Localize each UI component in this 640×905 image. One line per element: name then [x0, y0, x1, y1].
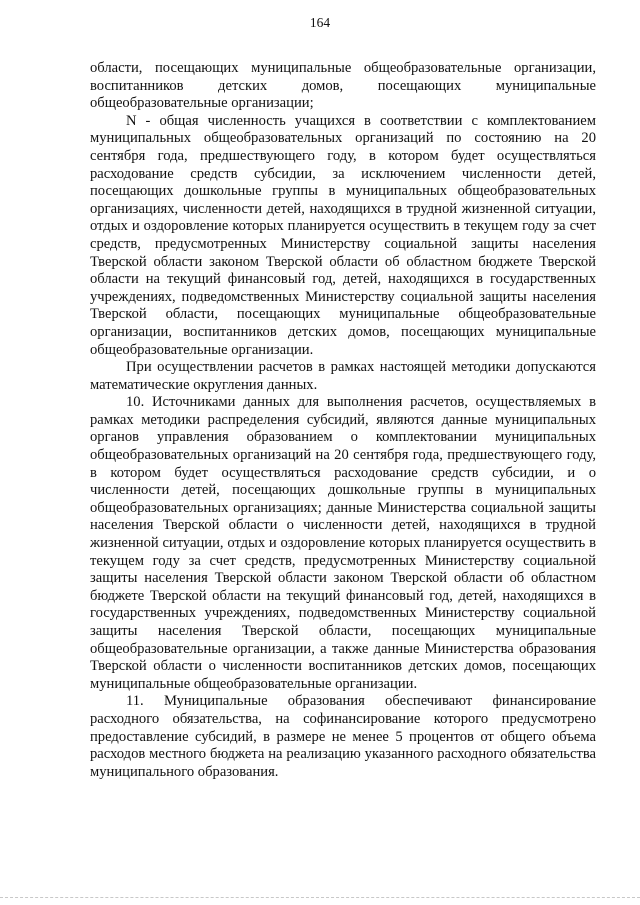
paragraph-rounding: При осуществлении расчетов в рамках настоящей методики допускаются математические округления данных.	[90, 359, 596, 393]
page-number: 164	[309, 15, 331, 30]
paragraph-item-11: 11. Муниципальные образования обеспечивают финансирование расходного обязательства, на софинансирование которого предусмотрено предоставление субсидий, в размере не менее 5 процентов от общего объема расходов местного бюджета на реализацию указанного расходного обязательства муниципального образования.	[90, 693, 596, 780]
paragraph-item-10: 10. Источниками данных для выполнения расчетов, осуществляемых в рамках методики распределения субсидий, являются данные муниципальных органов управления образованием о комплектовании муниципальных общеобразовательных организаций на 20 сентября года, предшествующего году, в котором будет осуществляться расходование средств субсидии, и о численности детей, посещающих дошкольные группы в муниципальных общеобразовательных организациях; данные Министерства социальной защиты населения Тверской области о численности детей, находящихся в трудной жизненной ситуации, отдых и оздоровление которых планируется осуществить в текущем году за счет средств, предусмотренных Министерству социальной защиты населения Тверской области законом Тверской области об областном бюджете Тверской области на текущий финансовый год, детей, находящихся в государственных учреждениях, подведомственных Министерству социальной защиты населения Тверской области, посещающих муниципальные общеобразовательные организации, а также данные Министерства образования Тверской области о численности воспитанников детских домов, посещающих муниципальные общеобразовательные организации.	[90, 394, 596, 692]
paragraph-n-definition: N - общая численность учащихся в соответствии с комплектованием муниципальных общеобразовательных организаций по состоянию на 20 сентября года, предшествующего году, в котором будет осуществляться расходование средств субсидии, за исключением численности детей, посещающих дошкольные группы в муниципальных общеобразовательных организациях, численности детей, находящихся в трудной жизненной ситуации, отдых и оздоровление которых планируется осуществить в текущем году за счет средств, предусмотренных Министерству социальной защиты населения Тверской области законом Тверской области об областном бюджете Тверской области на текущий финансовый год, детей, находящихся в государственных учреждениях, подведомственных Министерству социальной защиты населения Тверской области, посещающих муниципальные общеобразовательные организации, воспитанников детских домов, посещающих муниципальные общеобразовательные организации.	[90, 112, 596, 358]
page-bottom-edge	[0, 897, 640, 898]
paragraph-continuation: области, посещающих муниципальные общеобразовательные организации, воспитанников детских домов, посещающих муниципальные общеобразовательные организации;	[90, 60, 596, 112]
document-body	[90, 60, 596, 781]
